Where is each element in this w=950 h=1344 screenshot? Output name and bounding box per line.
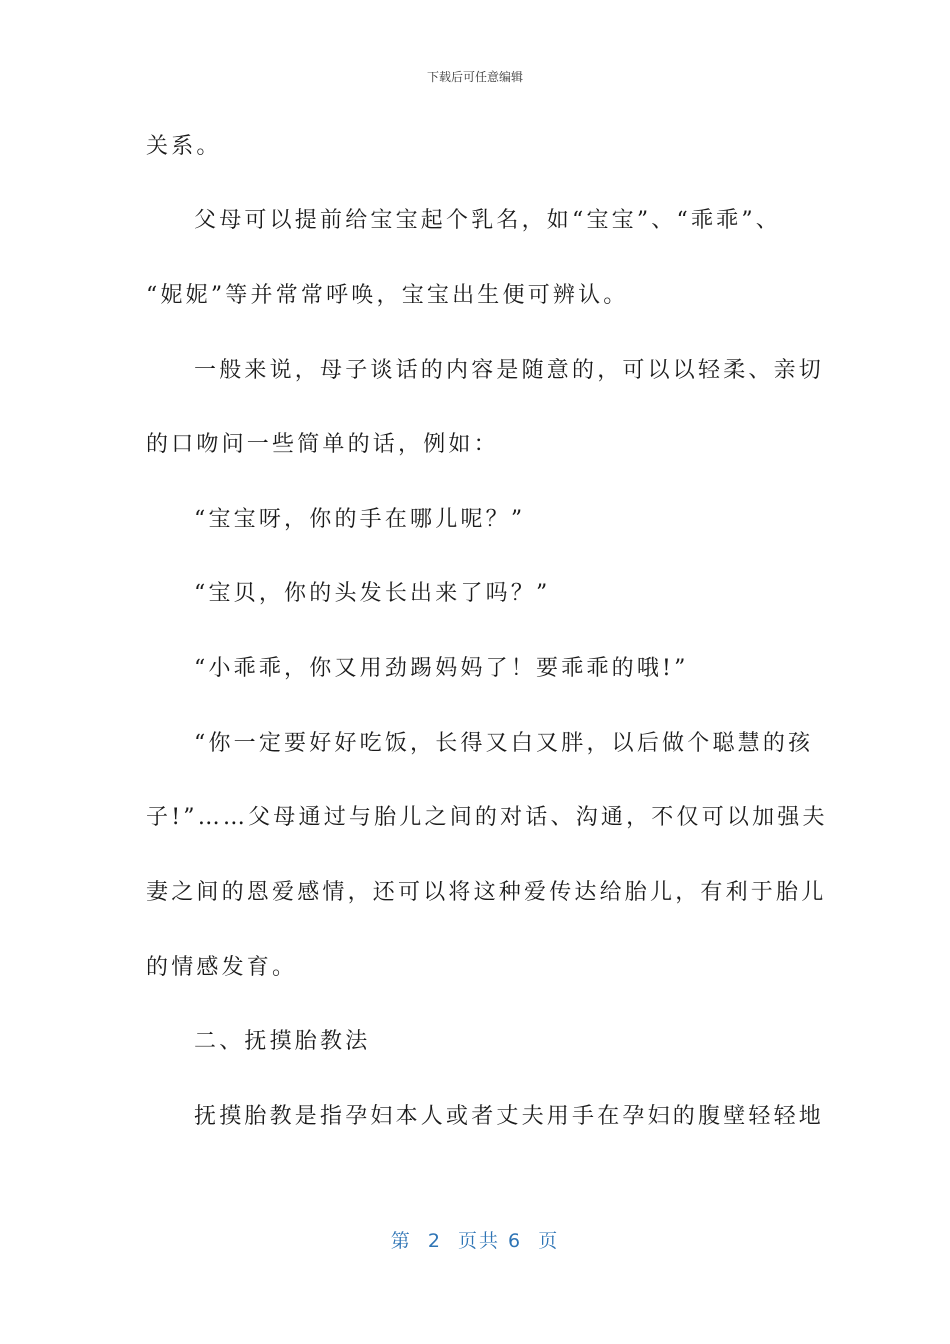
body-line-6: “宝宝呀，你的手在哪儿呢？” (194, 507, 526, 532)
page-number: 第 2 页共 6 页 (390, 1230, 560, 1252)
section-heading: 二、抚摸胎教法 (194, 1029, 371, 1054)
page-header-note: 下载后可任意编辑 (426, 70, 523, 84)
body-line-5: 的口吻问一些简单的话，例如： (146, 432, 499, 457)
body-line-8: “小乖乖，你又用劲踢妈妈了！要乖乖的哦!” (194, 656, 689, 681)
body-line-2: 父母可以提前给宝宝起个乳名，如“宝宝”、“乖乖”、 (194, 208, 781, 233)
body-line-9: “你一定要好好吃饭，长得又白又胖，以后做个聪慧的孩 (194, 731, 814, 756)
body-line-4: 一般来说，母子谈话的内容是随意的，可以以轻柔、亲切 (194, 358, 825, 383)
body-line-14: 抚摸胎教是指孕妇本人或者丈夫用手在孕妇的腹壁轻轻地 (194, 1104, 825, 1129)
body-line-3: “妮妮”等并常常呼唤，宝宝出生便可辨认。 (146, 283, 629, 308)
body-line-7: “宝贝，你的头发长出来了吗？” (194, 581, 551, 606)
body-line-11: 妻之间的恩爱感情，还可以将这种爱传达给胎儿，有利于胎儿 (146, 880, 827, 905)
body-line-1: 关系。 (146, 134, 222, 159)
body-line-12: 的情感发育。 (146, 955, 298, 980)
body-line-10: 子!”……父母通过与胎儿之间的对话、沟通，不仅可以加强夫 (146, 805, 828, 830)
